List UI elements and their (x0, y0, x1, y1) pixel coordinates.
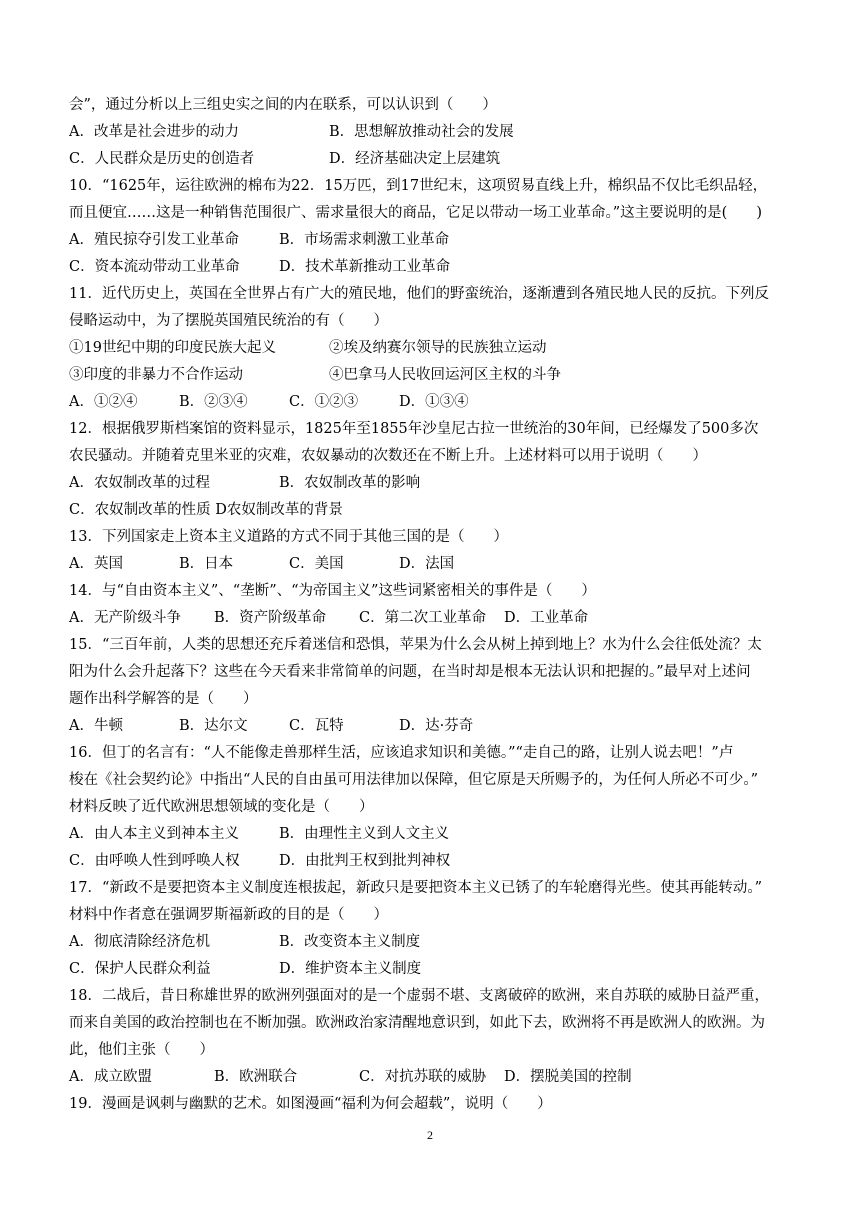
question-9-options-row1 (69, 119, 794, 146)
question-17-options-row1 (69, 929, 794, 956)
question-15-option-b[interactable]: B．达尔文 (179, 718, 248, 734)
question-9-stem: 会”，通过分析以上三组史实之间的内在联系，可以认识到（ ） (69, 97, 497, 113)
question-16-option-d[interactable]: D．由批判王权到批判神权 (279, 853, 451, 869)
question-17-stem-line2: 材料中作者意在强调罗斯福新政的目的是（ ） (69, 907, 388, 923)
question-18-stem-line2: 而来自美国的政治控制也在不断加强。欧洲政治家清醒地意识到，如此下去，欧洲将不再是欧洲人的欧洲。为 (69, 1015, 765, 1031)
question-11-option-c[interactable]: C．①②③ (289, 394, 359, 410)
question-16-stem-line1: 16．但丁的名言有：“人不能像走兽那样生活，应该追求知识和美德。”“走自己的路，让别人说去吧！”卢 (69, 745, 734, 761)
question-11-stem-line2: 侵略运动中，为了摆脱英国殖民统治的有（ ） (69, 313, 388, 329)
question-12-options-row2[interactable]: C．农奴制改革的性质 D农奴制改革的背景 (69, 502, 343, 518)
question-10-option-b[interactable]: B．市场需求刺激工业革命 (279, 232, 450, 248)
question-9-option-c[interactable]: C．人民群众是历史的创造者 (69, 151, 255, 167)
question-17-option-b[interactable]: B．改变资本主义制度 (279, 934, 421, 950)
question-12-options-row1 (69, 470, 794, 497)
question-10-stem-line2: 而且便宜……这是一种销售范围很广、需求量很大的商品，它足以带动一场工业革命。”这主要说明的是( ) (69, 205, 762, 221)
question-15-option-d[interactable]: D．达·芬奇 (399, 718, 474, 734)
question-11-item-3: ③印度的非暴力不合作运动 (69, 367, 243, 383)
question-17-option-c[interactable]: C．保护人民群众利益 (69, 961, 211, 977)
question-16-option-a[interactable]: A．由人本主义到神本主义 (69, 826, 239, 842)
question-16-stem-line2: 梭在《社会契约论》中指出“人民的自由虽可用法律加以保障，但它原是天所赐予的，为任何人所必不可少。” (69, 772, 759, 788)
question-9-options-row2 (69, 146, 794, 173)
question-14-option-a[interactable]: A．无产阶级斗争 (69, 610, 181, 626)
question-15-stem-line3: 题作出科学解答的是（ ） (69, 691, 258, 707)
question-18-stem-line3: 此，他们主张（ ） (69, 1042, 214, 1058)
exam-page (69, 92, 794, 1118)
question-13-options (69, 551, 794, 578)
question-18-option-d[interactable]: D．摆脱美国的控制 (504, 1069, 632, 1085)
question-15-stem-line1: 15．“三百年前，人类的思想还充斥着迷信和恐惧，苹果为什么会从树上掉到地上？水为什么会往低处流？太 (69, 637, 762, 653)
question-10-stem-line1: 10．“1625年，运往欧洲的棉布为22．15万匹，到17世纪末，这项贸易直线上升，棉织品不仅比毛织品轻， (69, 178, 768, 194)
question-9-option-d[interactable]: D．经济基础决定上层建筑 (329, 151, 501, 167)
question-14-option-d[interactable]: D．工业革命 (504, 610, 589, 626)
question-16-option-b[interactable]: B．由理性主义到人文主义 (279, 826, 450, 842)
question-15-options (69, 713, 794, 740)
question-17-stem-line1: 17．“新政不是要把资本主义制度连根拔起，新政只是要把资本主义已锈了的车轮磨得光些。使其再能转动。” (69, 880, 763, 896)
question-14-option-c[interactable]: C．第二次工业革命 (359, 610, 487, 626)
question-12-stem-line2: 农民骚动。并随着克里米亚的灾难，农奴暴动的次数还在不断上升。上述材料可以用于说明（ ） (69, 448, 707, 464)
question-13-option-a[interactable]: A．英国 (69, 556, 123, 572)
question-19-stem: 19．漫画是讽刺与幽默的艺术。如图漫画“福利为何会超载”，说明（ ） (69, 1096, 552, 1112)
question-13-option-c[interactable]: C．美国 (289, 556, 344, 572)
question-12-option-b[interactable]: B．农奴制改革的影响 (279, 475, 421, 491)
question-11-items-row2 (69, 362, 794, 389)
question-11-item-4: ④巴拿马人民收回运河区主权的斗争 (329, 367, 561, 383)
question-14-stem: 14．与“自由资本主义”、“垄断”、“为帝国主义”这些词紧密相关的事件是（ ） (69, 583, 596, 599)
question-11-stem-line1: 11．近代历史上，英国在全世界占有广大的殖民地，他们的野蛮统治，逐渐遭到各殖民地人民的反抗。下列反 (69, 286, 769, 302)
question-16-options-row1 (69, 821, 794, 848)
question-11-item-1: ①19世纪中期的印度民族大起义 (69, 340, 276, 356)
question-13-option-d[interactable]: D．法国 (399, 556, 455, 572)
question-18-option-b[interactable]: B．欧洲联合 (214, 1069, 298, 1085)
question-18-option-c[interactable]: C．对抗苏联的威胁 (359, 1069, 487, 1085)
question-13-stem: 13．下列国家走上资本主义道路的方式不同于其他三国的是（ ） (69, 529, 508, 545)
question-11-options (69, 389, 794, 416)
question-17-options-row2 (69, 956, 794, 983)
question-16-options-row2 (69, 848, 794, 875)
question-18-stem-line1: 18．二战后，昔日称雄世界的欧洲列强面对的是一个虚弱不堪、支离破碎的欧洲，来自苏联的威胁日益严重， (69, 988, 769, 1004)
question-13-option-b[interactable]: B．日本 (179, 556, 234, 572)
question-12-stem-line1: 12．根据俄罗斯档案馆的资料显示，1825年至1855年沙皇尼古拉一世统治的30年间，已经爆发了500多次 (69, 421, 759, 437)
question-10-options-row1 (69, 227, 794, 254)
question-18-options (69, 1064, 794, 1091)
question-15-stem-line2: 阳为什么会升起落下？这些在今天看来非常简单的问题，在当时却是根本无法认识和把握的。”最早对上述问 (69, 664, 751, 680)
question-10-option-d[interactable]: D．技术革新推动工业革命 (279, 259, 451, 275)
question-12-option-a[interactable]: A．农奴制改革的过程 (69, 475, 210, 491)
question-16-option-c[interactable]: C．由呼唤人性到呼唤人权 (69, 853, 240, 869)
question-11-option-b[interactable]: B．②③④ (179, 394, 248, 410)
question-11-item-2: ②埃及纳赛尔领导的民族独立运动 (329, 340, 547, 356)
question-15-option-c[interactable]: C．瓦特 (289, 718, 344, 734)
question-17-option-a[interactable]: A．彻底清除经济危机 (69, 934, 210, 950)
question-9-option-b[interactable]: B．思想解放推动社会的发展 (329, 124, 514, 140)
question-9-option-a[interactable]: A．改革是社会进步的动力 (69, 124, 239, 140)
question-10-option-a[interactable]: A．殖民掠夺引发工业革命 (69, 232, 239, 248)
question-18-option-a[interactable]: A．成立欧盟 (69, 1069, 152, 1085)
question-17-option-d[interactable]: D．维护资本主义制度 (279, 961, 422, 977)
question-11-items-row1 (69, 335, 794, 362)
question-11-option-a[interactable]: A．①②④ (69, 394, 138, 410)
question-11-option-d[interactable]: D．①③④ (399, 394, 469, 410)
question-15-option-a[interactable]: A．牛顿 (69, 718, 123, 734)
question-14-option-b[interactable]: B．资产阶级革命 (214, 610, 327, 626)
page-number: 2 (427, 1128, 433, 1142)
question-16-stem-line3: 材料反映了近代欧洲思想领域的变化是（ ） (69, 799, 374, 815)
question-10-options-row2 (69, 254, 794, 281)
question-14-options (69, 605, 794, 632)
question-10-option-c[interactable]: C．资本流动带动工业革命 (69, 259, 240, 275)
